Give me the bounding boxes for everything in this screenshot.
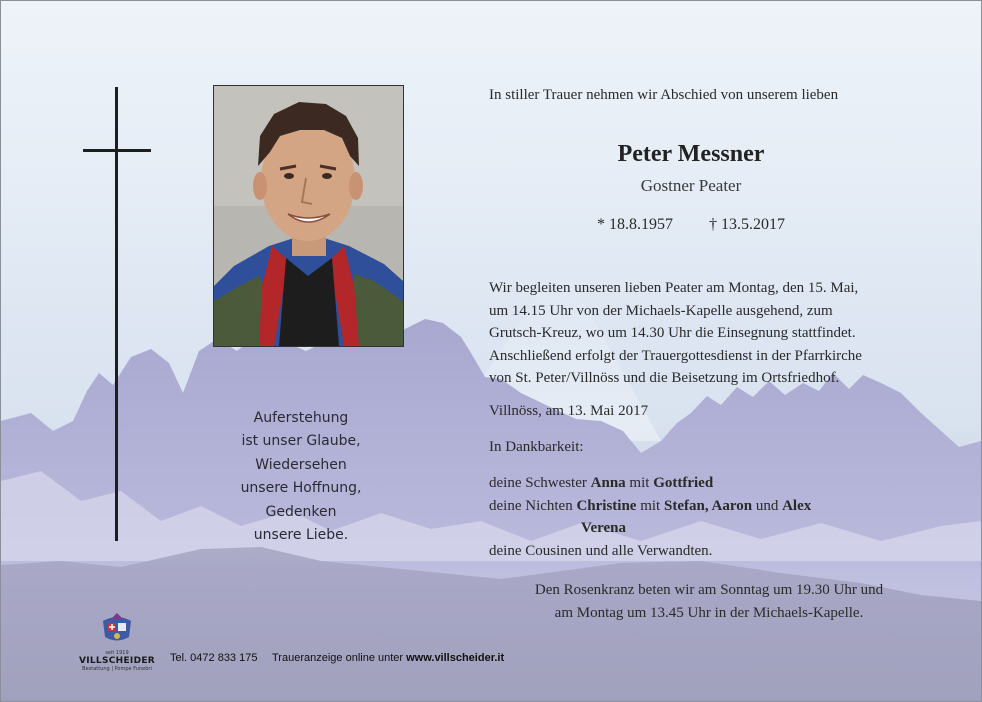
thanks-heading: In Dankbarkeit: [489,439,584,455]
family-line-cousins: deine Cousinen und alle Verwandten. [489,542,713,559]
crest-icon [97,611,137,645]
online-notice [272,652,504,664]
logo-subtitle: Bestattung | Pompe Funebri [82,666,152,672]
deceased-name: Peter Messner [617,141,765,167]
logo-name: VILLSCHEIDER [78,656,156,666]
announcement-line: von St. Peter/Villnöss und die Beisetzung im Ortsfriedhof. [489,370,840,386]
poem-line: unsere Hoffnung, [240,480,362,497]
rosary-line: am Montag um 13.45 Uhr in der Michaels-Kapelle. [554,604,864,621]
family-name: Verena [581,520,626,536]
cross-vertical-bar [115,87,118,541]
cross-horizontal-bar [83,149,151,152]
family-text: deine Schwester [489,475,591,491]
family-name: Alex [782,497,812,514]
birth-date: * 18.8.1957 [597,216,673,233]
intro-text: In stiller Trauer nehmen wir Abschied von unserem lieben [489,87,839,103]
family-text: mit [625,475,654,491]
family-line-sister [489,472,909,495]
life-dates [489,216,893,234]
family-text: deine Nichten [489,497,577,514]
family-line-nieces [489,495,909,518]
poem-line: ist unser Glaube, [241,433,361,450]
announcement-line: Wir begleiten unseren lieben Peater am Montag, den 15. Mai, [489,280,859,296]
family-name: Anna [590,475,626,491]
family-name: Christine [576,497,637,514]
website-link[interactable]: www.villscheider.it [406,652,505,664]
place-and-date: Villnöss, am 13. Mai 2017 [489,403,649,419]
family-text: mit [636,497,664,514]
poem-line: Gedenken [265,503,337,520]
announcement-line: Grutsch-Kreuz, wo um 14.30 Uhr die Einsegnung stattfindet. [489,325,856,341]
phone-number: Tel. 0472 833 175 [170,652,258,664]
rosary-notice [489,579,929,624]
poem [226,407,376,547]
portrait-illustration [214,86,403,346]
family-line-verena [489,517,909,540]
online-text: Traueranzeige online unter [272,652,407,664]
death-date: † 13.5.2017 [709,216,785,233]
announcement-line: um 14.15 Uhr von der Michaels-Kapelle ausgehend, zum [489,302,833,319]
logo-established: seit 1919 [105,650,129,656]
family-name: Gottfried [653,475,714,491]
funeral-home-logo [77,611,157,672]
rosary-line: Den Rosenkranz beten wir am Sonntag um 19.30 Uhr und [534,582,884,598]
poem-line: unsere Liebe. [253,527,349,544]
poem-line: Wiedersehen [255,456,347,473]
portrait-photo [213,85,404,347]
deceased-nickname: Gostner Peater [640,176,742,195]
funeral-announcement [489,277,899,390]
family-name: Stefan, Aaron [663,497,753,514]
poem-line: Auferstehung [253,410,349,426]
family-text: und [752,497,783,514]
announcement-line: Anschließend erfolgt der Trauergottesdienst in der Pfarrkirche [489,347,862,364]
family-list [489,472,909,562]
